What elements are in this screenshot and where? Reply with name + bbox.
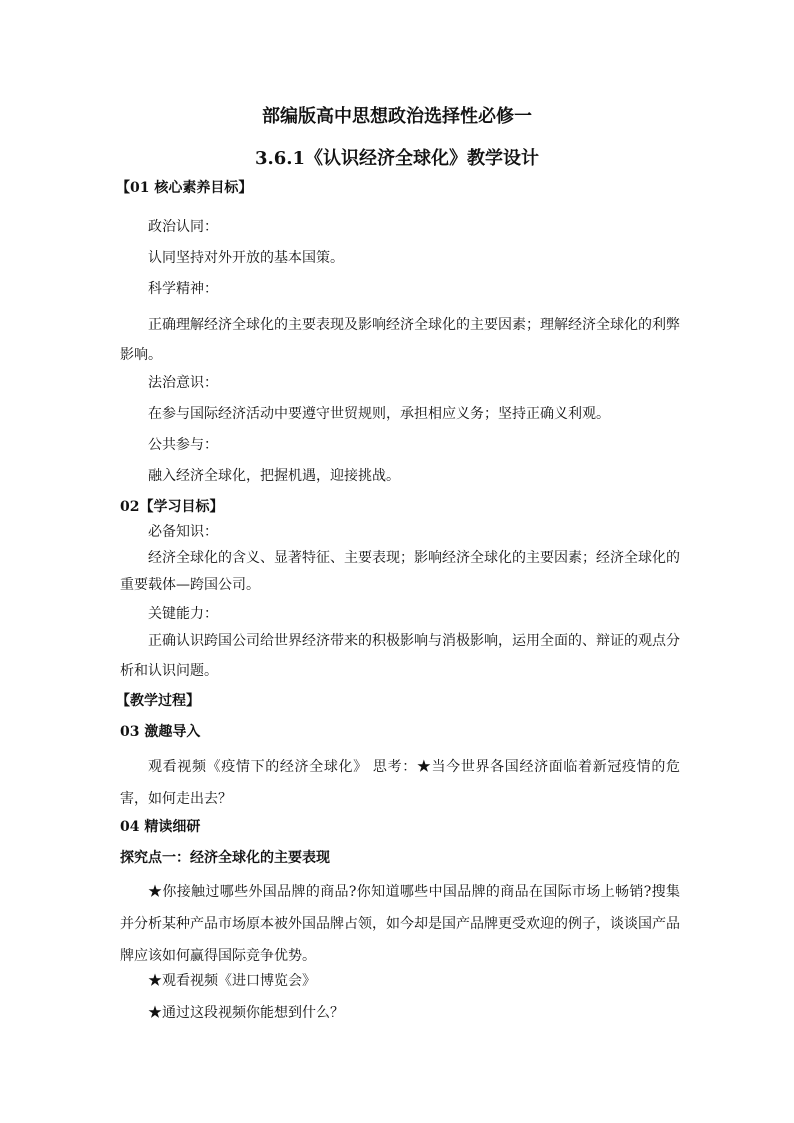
text-bibei: 经济全球化的含义、显著特征、主要表现；影响经济全球化的主要因素；经济全球化的重要载体—跨国公司。 (120, 550, 680, 593)
label-gonggong: 公共参与： (148, 437, 218, 453)
section-heading-01: 【01 核心素养目标】 (116, 180, 253, 196)
label-bibei: 必备知识： (148, 524, 218, 540)
section-heading-process: 【教学过程】 (116, 693, 200, 709)
text-question-3: ★通过这段视频你能想到什么？ (148, 1005, 344, 1021)
section-heading-04: 04 精读细研 (120, 819, 201, 835)
text-gonggong: 融入经济全球化，把握机遇，迎接挑战。 (148, 468, 400, 484)
text-question-2: ★观看视频《进口博览会》 (148, 973, 316, 989)
text-kexue: 正确理解经济全球化的主要表现及影响经济全球化的主要因素；理解经济全球化的利弊影响。 (120, 317, 680, 363)
label-fazhi: 法治意识： (148, 375, 218, 391)
label-guanjian: 关键能力： (148, 606, 218, 622)
text-intro: 观看视频《疫情下的经济全球化》 思考：★当今世界各国经济面临着新冠疫情的危害，如何走出去？ (120, 759, 680, 807)
label-zhengzhi: 政治认同： (148, 219, 218, 235)
label-kexue: 科学精神： (148, 281, 218, 297)
text-question-1: ★你接触过哪些外国品牌的商品?你知道哪些中国品牌的商品在国际市场上畅销?搜集并分析某种产品市场原本被外国品牌占领，如今却是国产品牌更受欢迎的例子，谈谈国产品牌应该如何赢得国际竞争优势。 (120, 884, 680, 964)
text-fazhi: 在参与国际经济活动中要遵守世贸规则，承担相应义务；坚持正确义利观。 (148, 406, 610, 422)
text-zhengzhi: 认同坚持对外开放的基本国策。 (148, 250, 344, 266)
doc-title-line2: 3.6.1《认识经济全球化》教学设计 (254, 148, 540, 169)
text-guanjian: 正确认识跨国公司给世界经济带来的积极影响与消极影响，运用全面的、辩证的观点分析和认识问题。 (120, 633, 680, 679)
doc-title-line1: 部编版高中思想政治选择性必修一 (262, 106, 532, 127)
section-heading-02: 02【学习目标】 (120, 499, 224, 515)
explore-heading-1: 探究点一：经济全球化的主要表现 (120, 850, 330, 866)
section-heading-03: 03 激趣导入 (120, 724, 201, 740)
